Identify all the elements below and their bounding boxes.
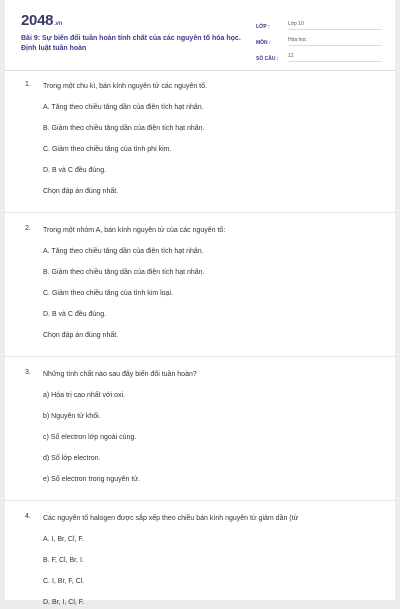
- answer-option: b) Nguyên tử khối.: [43, 413, 101, 420]
- answer-option: D. B và C đều đúng.: [43, 311, 107, 318]
- meta-row-subject: [256, 30, 382, 46]
- question-count-value: 12: [288, 53, 382, 62]
- question-text: Các nguyên tố halogen được sắp xếp theo chiều bán kính nguyên tử giảm dần (từ: [43, 515, 299, 522]
- subject-label: MÔN :: [256, 40, 271, 46]
- answer-option: B. Giảm theo chiều tăng dần của điện tích hạt nhân.: [43, 125, 205, 132]
- question-text: Trong một nhóm A, bán kính nguyên tử của các nguyên tố:: [43, 227, 226, 234]
- answer-option: a) Hóa trị cao nhất với oxi.: [43, 392, 126, 399]
- answer-option: C. Giảm theo chiều tăng của tính kim loại.: [43, 290, 173, 297]
- question-text: Những tính chất nào sau đây biến đổi tuần hoàn?: [43, 371, 197, 378]
- answer-option: C. Giảm theo chiều tăng của tính phi kim.: [43, 146, 172, 153]
- question-number: 1.: [25, 81, 31, 88]
- answer-option: d) Số lớp electron.: [43, 455, 101, 462]
- question-divider: [5, 356, 395, 357]
- logo-suffix-text: .vn: [54, 21, 62, 27]
- worksheet-meta: [256, 14, 382, 62]
- worksheet-header: [5, 0, 395, 71]
- question-number: 4.: [25, 513, 31, 520]
- answer-option: c) Số electron lớp ngoài cùng.: [43, 434, 137, 441]
- subject-value: Hóa học: [288, 37, 382, 46]
- question-prompt: Chọn đáp án đúng nhất.: [43, 188, 119, 195]
- question-list: [5, 71, 395, 609]
- answer-option: D. B và C đều đúng.: [43, 167, 107, 174]
- answer-option: e) Số electron trong nguyên tử.: [43, 476, 140, 483]
- question-divider: [5, 212, 395, 213]
- answer-option: B. Giảm theo chiều tăng dần của điện tích hạt nhân.: [43, 269, 205, 276]
- question-3: [5, 369, 395, 486]
- answer-option: A. Tăng theo chiều tăng dần của điện tích hạt nhân.: [43, 248, 204, 255]
- meta-row-count: [256, 46, 382, 62]
- question-number: 2.: [25, 225, 31, 232]
- class-value: Lớp 10: [288, 21, 382, 30]
- answer-option: C. I, Br, F, Cl.: [43, 578, 85, 585]
- question-count-label: SỐ CÂU :: [256, 56, 279, 62]
- site-logo[interactable]: [21, 12, 62, 29]
- question-divider: [5, 500, 395, 501]
- logo-main-text: 2048: [21, 12, 54, 29]
- lesson-title: Bài 9: Sự biến đổi tuần hoàn tính chất của các nguyên tố hóa học. Định luật tuần hoàn: [21, 35, 241, 52]
- question-2: [5, 225, 395, 342]
- class-label: LỚP :: [256, 24, 270, 30]
- worksheet-page: [5, 0, 395, 606]
- question-prompt: Chọn đáp án đúng nhất.: [43, 332, 119, 339]
- question-number: 3.: [25, 369, 31, 376]
- answer-option: D. Br, I, Cl, F.: [43, 599, 85, 606]
- question-4: [5, 513, 395, 609]
- answer-option: A. I, Br, Cl, F.: [43, 536, 84, 543]
- question-1: [5, 81, 395, 198]
- answer-option: B. F, Cl, Br, I.: [43, 557, 84, 564]
- meta-row-class: [256, 14, 382, 30]
- question-text: Trong một chu kì, bán kính nguyên tử các nguyên tố.: [43, 83, 207, 90]
- answer-option: A. Tăng theo chiều tăng dần của điện tích hạt nhân.: [43, 104, 204, 111]
